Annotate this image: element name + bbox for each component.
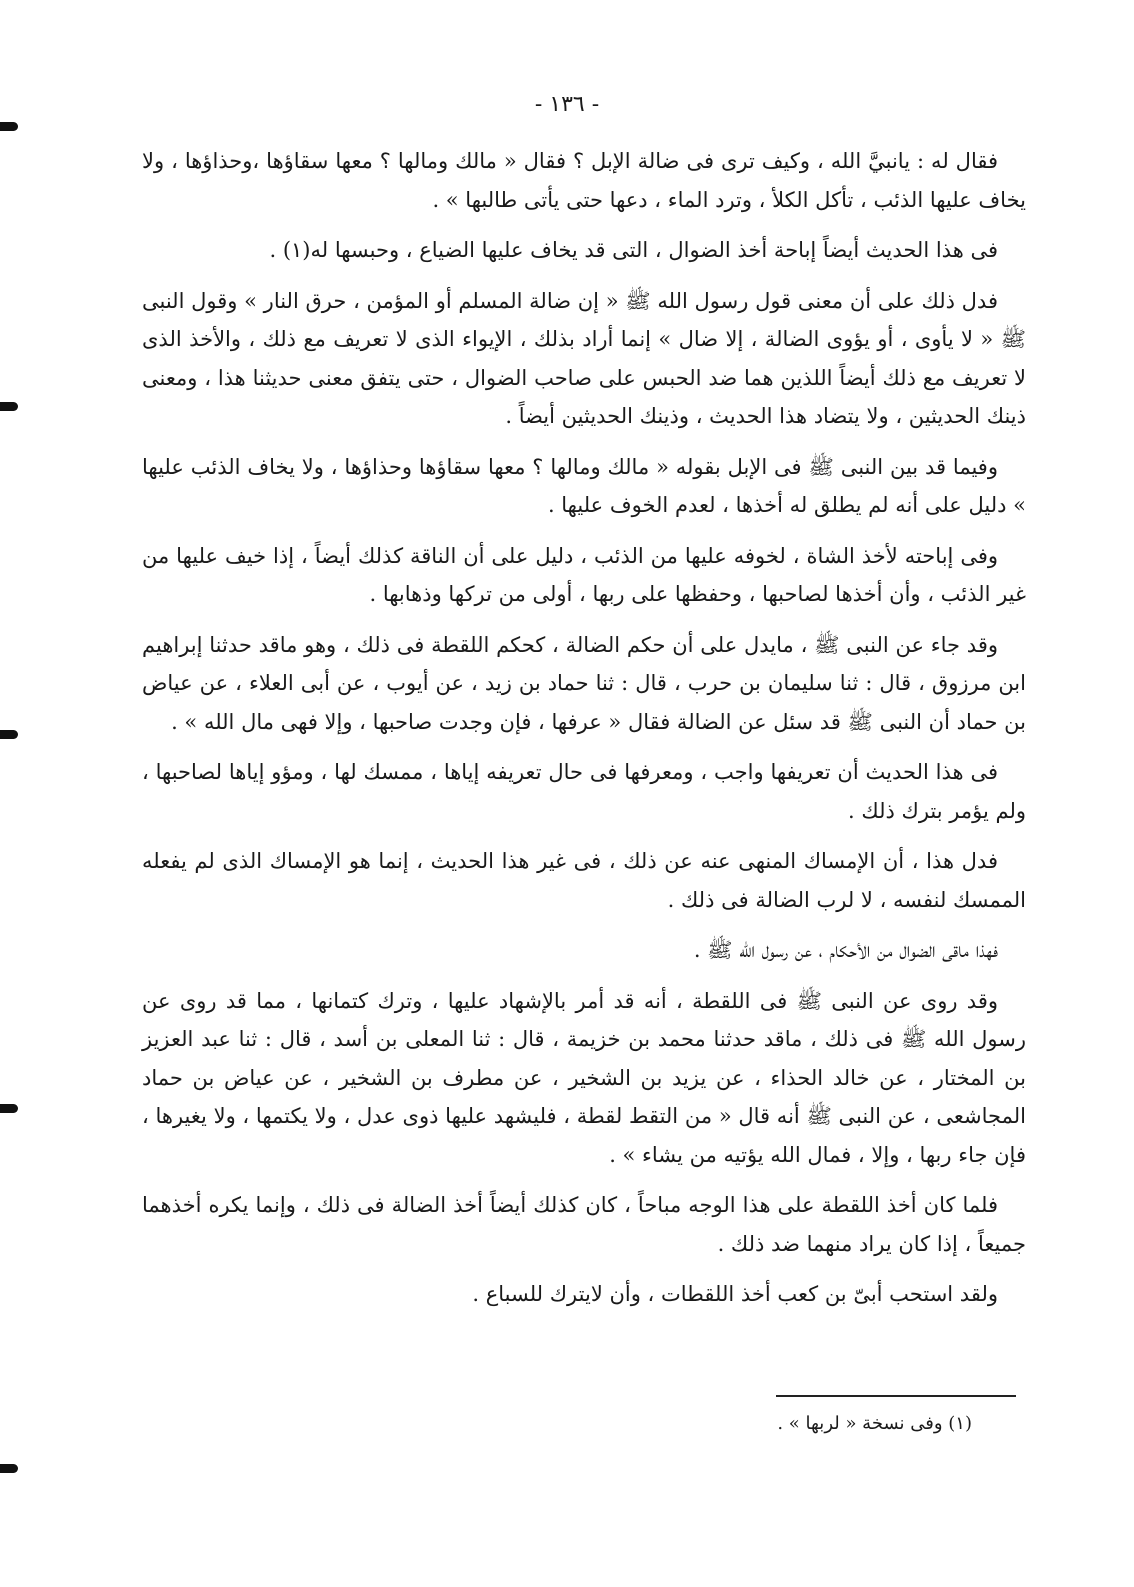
footnote: (١) وفى نسخة « لربها » .	[777, 1413, 972, 1434]
binding-mark	[0, 1464, 18, 1473]
binding-mark	[0, 730, 18, 739]
binding-mark	[0, 122, 18, 131]
paragraph: وقد روى عن النبى ﷺ فى اللقطة ، أنه قد أمر بالإشهاد عليها ، وترك كتمانها ، مما قد روى عن رسول الله ﷺ فى ذلك ، ماقد حدثنا محمد بن خزيمة ، قال : ثنا المعلى بن أسد ، قال : ثنا عبد العزيز بن المختار ، عن خالد الحذاء ، عن يزيد بن الشخير ، عن مطرف بن الشخير ، عن عياض بن حماد المجاشعى ، عن النبى ﷺ أنه قال « من التقط لقطة ، فليشهد عليها ذوى عدل ، ولا يكتمها ، ولا يغيرها ، فإن جاء ربها ، وإلا ، فمال الله يؤتيه من يشاء » .	[142, 988, 1026, 1167]
paragraph: فلما كان أخذ اللقطة على هذا الوجه مباحاً ، كان كذلك أيضاً أخذ الضالة فى ذلك ، وإنما يكره أخذهما جميعاً ، إذا كان يراد منهما ضد ذلك .	[142, 1193, 1026, 1256]
paragraph: فى هذا الحديث أيضاً إباحة أخذ الضوال ، التى قد يخاف عليها الضياع ، وحبسها له(١) .	[269, 238, 998, 262]
binding-mark	[0, 402, 18, 411]
paragraph: فدل ذلك على أن معنى قول رسول الله ﷺ « إن ضالة المسلم أو المؤمن ، حرق النار » وقول النبى ﷺ « لا يأوى ، أو يؤوى الضالة ، إلا ضال » إنما أراد بذلك ، الإيواء الذى لا تعريف مع ذلك ، والأخذ الذى لا تعريف مع ذلك أيضاً اللذين هما ضد الحبس على صاحب الضوال ، حتى يتفق معنى حديثنا هذا ، ومعنى ذينك الحديثين ، ولا يتضاد هذا الحديث ، وذينك الحديثين أيضاً .	[142, 288, 1026, 428]
paragraph: ولقد استحب أبىّ بن كعب أخذ اللقطات ، وأن لايترك للسباع .	[472, 1282, 998, 1306]
paragraph: وفيما قد بين النبى ﷺ فى الإبل بقوله « مالك ومالها ؟ معها سقاؤها وحذاؤها ، ولا يخاف الذئب عليها » دليل على أنه لم يطلق له أخذها ، لعدم الخوف عليها .	[142, 454, 1026, 517]
page-number: - ١٣٦ -	[534, 92, 600, 117]
paragraph: فهذا ماقى الضوال من الأحكام ، عن رسول الله ﷺ .	[693, 938, 998, 962]
paragraph: فقال له : يانبيَّ الله ، وكيف ترى فى ضالة الإبل ؟ فقال « مالك ومالها ؟ معها سقاؤها ،وحذاؤها ، ولا يخاف عليها الذئب ، تأكل الكلأ ، وترد الماء ، دعها حتى يأتى طالبها » .	[142, 149, 1026, 212]
paragraph: وقد جاء عن النبى ﷺ ، مايدل على أن حكم الضالة ، كحكم اللقطة فى ذلك ، وهو ماقد حدثنا إبراهيم ابن مرزوق ، قال : ثنا سليمان بن حرب ، قال : ثنا حماد بن زيد ، عن أيوب ، عن أبى العلاء ، عن عياض بن حماد أن النبى ﷺ قد سئل عن الضالة فقال « عرفها ، فإن وجدت صاحبها ، وإلا فهى مال الله » .	[142, 632, 1026, 734]
paragraph: فى هذا الحديث أن تعريفها واجب ، ومعرفها فى حال تعريفه إياها ، ممسك لها ، ومؤو إياها لصاحبها ، ولم يؤمر بترك ذلك .	[142, 760, 1026, 823]
paragraph: وفى إباحته لأخذ الشاة ، لخوفه عليها من الذئب ، دليل على أن الناقة كذلك أيضاً ، إذا خيف عليها من غير الذئب ، وأن أخذها لصاحبها ، وحفظها على ربها ، أولى من تركها وذهابها .	[142, 543, 1026, 606]
paragraph: فدل هذا ، أن الإمساك المنهى عنه عن ذلك ، فى غير هذا الحديث ، إنما هو الإمساك الذى لم يفعله الممسك لنفسه ، لا لرب الضالة فى ذلك .	[142, 849, 1026, 912]
footnote-divider	[776, 1395, 1016, 1397]
text-body	[142, 142, 1026, 1326]
binding-mark	[0, 1104, 18, 1113]
